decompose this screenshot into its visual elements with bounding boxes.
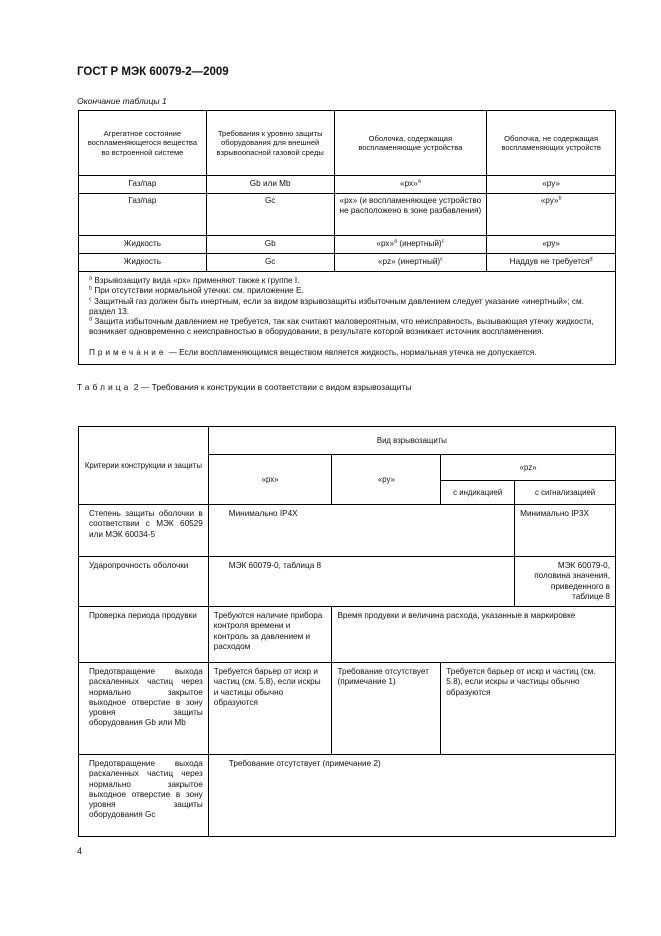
with-ignition-cell: «pz» (инертный)$^c$	[334, 254, 487, 272]
footnote: $^b$ При отсутствии нормальной утечки: см. приложение Е.	[89, 285, 304, 296]
value-cell: Время продувки и величина расхода, указанные в маркировке	[332, 607, 616, 663]
table-note: Примечание — Если воспламеняющимся веществом является жидкость, нормальная утечка не допускается.	[89, 347, 537, 357]
header-cell: Оболочка, содержащая воспламеняющие устройства	[334, 111, 487, 176]
criteria-cell: Ударопрочность оболочки	[79, 557, 209, 607]
table-row	[79, 557, 616, 607]
header-cell: Оболочка, не содержащая воспламеняющих устройств	[487, 111, 616, 176]
state-cell: Газ/пар	[79, 176, 207, 194]
footnotes-row	[79, 272, 616, 365]
footnotes-cell	[79, 272, 616, 365]
table-continuation-caption: Окончание таблицы 1	[77, 96, 167, 106]
table-row	[79, 236, 616, 254]
table-header-row	[79, 427, 616, 455]
state-cell: Жидкость	[79, 254, 207, 272]
value-cell: Минимально IP4X	[208, 505, 514, 557]
criteria-cell: Проверка периода продувки	[79, 607, 209, 663]
criteria-cell: Предотвращение выхода раскаленных частиц через нормально закрытое выходное отверстие в зону уровня защиты оборудования Gb или Mb	[79, 663, 209, 755]
table-2-caption: Таблица 2 — Требования к конструкции в соответствии с видом взрывозащиты	[77, 382, 412, 392]
with-alarm-header: с сигнализацией	[515, 481, 616, 505]
level-cell: Gc	[206, 254, 334, 272]
without-ignition-cell: «ру»	[487, 236, 616, 254]
with-ignition-cell: «рх»$^a$ (инертный)$^c$	[334, 236, 487, 254]
criteria-header: Критерии конструкции и защиты	[79, 427, 209, 505]
with-ignition-cell: «рх»$^a$	[334, 176, 487, 194]
table-row	[79, 176, 616, 194]
without-ignition-cell: «ру»	[487, 176, 616, 194]
header-cell: Агрегатное состояние воспламеняющегося вещества во встроенной системе	[79, 111, 207, 176]
value-cell: Требование отсутствует (примечание 1)	[332, 663, 441, 755]
without-ignition-cell: «ру»$^b$	[487, 194, 616, 236]
footnote: $^a$ Взрывозащиту вида «рх» применяют также к группе I.	[89, 275, 300, 285]
table-row	[79, 254, 616, 272]
value-cell: Требуется барьер от искр и частиц (см. 5.8), если искры и частицы обычно образуются	[441, 663, 616, 755]
table-header-row	[79, 111, 616, 176]
footnote: $^c$ Защитный газ должен быть инертным, если за видом взрывозащиты избыточным давлением следует указание «инертный»; см. раздел 13.	[89, 295, 584, 316]
value-cell: Требуется барьер от искр и частиц (см. 5.8), если искры и частицы обычно образуются	[208, 663, 332, 755]
protection-type-header: Вид взрывозащиты	[208, 427, 615, 455]
state-cell: Жидкость	[79, 236, 207, 254]
value-cell: МЭК 60079-0, таблица 8	[208, 557, 514, 607]
state-cell: Газ/пар	[79, 194, 207, 236]
table-row	[79, 505, 616, 557]
table-1	[78, 110, 616, 365]
table-row	[79, 663, 616, 755]
with-indication-header: с индикацией	[441, 481, 515, 505]
criteria-cell: Предотвращение выхода раскаленных частиц через нормально закрытое выходное отверстие в зону уровня защиты оборудования Gc	[79, 755, 209, 837]
py-header: «ру»	[332, 455, 441, 505]
level-cell: Gb или Mb	[206, 176, 334, 194]
without-ignition-cell: Наддув не требуется$^d$	[487, 254, 616, 272]
table-row	[79, 755, 616, 837]
value-cell: МЭК 60079-0, половина значения, приведенного в таблице 8	[515, 557, 616, 607]
header-cell: Требования к уровню защиты оборудования для внешней взрывоопасной газовой среды	[206, 111, 334, 176]
with-ignition-cell: «рх» (и воспламеняющее устройство не расположено в зоне разбавления)	[334, 194, 487, 236]
level-cell: Gc	[206, 194, 334, 236]
value-cell: Минимально IP3X	[515, 505, 616, 557]
value-cell: Требуются наличие прибора контроля времени и контроль за давлением и расходом	[208, 607, 332, 663]
level-cell: Gb	[206, 236, 334, 254]
px-header: «рх»	[208, 455, 332, 505]
table-row	[79, 607, 616, 663]
value-cell: Требование отсутствует (примечание 2)	[208, 755, 615, 837]
footnote: $^d$ Защита избыточным давлением не требуется, так как считают маловероятным, что неисправность, вызывающая утечку жидкости, возникает одновременно с неисправностью в оборудовании, в результате которой возникает источник воспламенения.	[89, 316, 594, 337]
page-number: 4	[77, 846, 83, 856]
document-header: ГОСТ Р МЭК 60079-2—2009	[77, 66, 229, 78]
table-2	[78, 426, 616, 837]
criteria-cell: Степень защиты оболочки в соответствии с МЭК 60529 или МЭК 60034-5	[79, 505, 209, 557]
table-row	[79, 194, 616, 236]
pz-header: «pz»	[441, 455, 616, 481]
